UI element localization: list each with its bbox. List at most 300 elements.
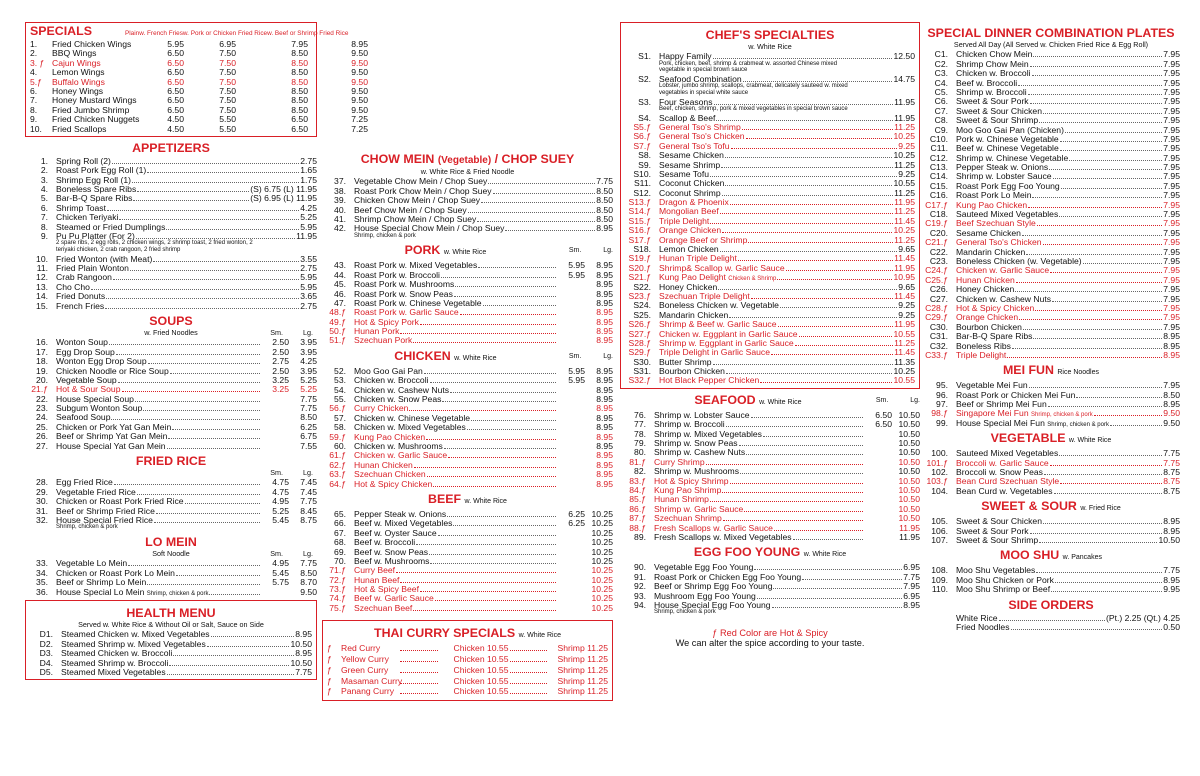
menu-item bbox=[322, 422, 613, 431]
item-price: 8.95 bbox=[903, 599, 920, 610]
item-detail: Shrimp, chicken & pork bbox=[146, 590, 209, 597]
leader-dots bbox=[763, 429, 863, 437]
item-price-large: 10.25 bbox=[591, 593, 613, 604]
item-price: 8.95 bbox=[1163, 331, 1180, 342]
menu-item bbox=[625, 338, 915, 347]
item-price-large: 10.25 bbox=[591, 546, 613, 557]
item-price-small: 5.25 bbox=[272, 505, 289, 516]
item-name-text: Chicken w. Eggplant in Garlic Sauce bbox=[659, 328, 798, 339]
leader-dots bbox=[416, 537, 556, 545]
menu-item bbox=[620, 410, 920, 419]
leader-dots bbox=[1007, 350, 1162, 358]
menu-item bbox=[922, 565, 1180, 574]
menu-item bbox=[25, 203, 317, 212]
menu-item bbox=[625, 141, 915, 150]
item-name-text: Hunan Pork bbox=[354, 326, 400, 337]
item-price: 8.95 bbox=[1163, 516, 1180, 527]
leader-dots bbox=[185, 496, 260, 504]
item-name-text: Broccoli w. Garlic Sauce bbox=[956, 457, 1049, 468]
item-price: 7.95 bbox=[1163, 274, 1180, 285]
thai-curry-item bbox=[327, 643, 608, 654]
item-name-text: Hunan Chicken bbox=[956, 274, 1015, 285]
item-name-text: Boneless Ribs bbox=[956, 340, 1011, 351]
item-price: 7.95 bbox=[1163, 302, 1180, 313]
leader-dots bbox=[746, 131, 893, 139]
item-name-text: Roast Pork Egg Roll (1) bbox=[56, 165, 147, 176]
menu-item bbox=[922, 341, 1180, 350]
item-name-text: Shrimp w. Mixed Vegetables bbox=[654, 428, 762, 439]
chicken-price: Chicken 10.55 bbox=[453, 654, 509, 665]
leader-dots bbox=[107, 203, 299, 211]
item-number: C13. bbox=[929, 162, 948, 173]
item-name-text: Chicken w. Garlic Sauce bbox=[354, 450, 448, 461]
leader-dots bbox=[400, 575, 556, 583]
item-name-text: Moo Shu Vegetables bbox=[956, 565, 1036, 576]
shrimp-price: Shrimp 11.25 bbox=[557, 675, 608, 686]
item-name-text: Beef w. Oyster Sauce bbox=[354, 527, 437, 538]
menu-item bbox=[625, 122, 915, 131]
leader-dots bbox=[1055, 575, 1162, 583]
leader-dots bbox=[430, 375, 556, 383]
item-price-large: 7.55 bbox=[300, 440, 317, 451]
menu-item bbox=[625, 97, 915, 106]
item-price-large: 11.95 bbox=[899, 531, 920, 542]
item-price-large: 8.95 bbox=[596, 440, 613, 451]
menu-item bbox=[922, 218, 1180, 227]
menu-item bbox=[322, 575, 613, 584]
item-number: 97. bbox=[936, 399, 948, 410]
item-price: 8.95 bbox=[1163, 340, 1180, 351]
item-name-text: Fresh Scallops w. Mixed Vegetables bbox=[654, 531, 792, 542]
item-number: 86.ƒ bbox=[629, 503, 646, 514]
menu-item bbox=[922, 96, 1180, 105]
item-price: 7.95 bbox=[1163, 143, 1180, 154]
menu-item bbox=[322, 547, 613, 556]
item-name-text: Beef or Shrimp Lo Mein bbox=[56, 577, 147, 588]
leader-dots bbox=[414, 460, 556, 468]
leader-dots bbox=[483, 298, 556, 306]
item-price-large: 8.75 bbox=[300, 515, 317, 526]
leader-dots bbox=[1015, 284, 1162, 292]
item-number: 72.ƒ bbox=[329, 574, 346, 585]
item-price-large: 10.25 bbox=[591, 584, 613, 595]
item-number: 37. bbox=[334, 176, 346, 187]
leader-dots bbox=[802, 572, 902, 580]
chicken-title-text: CHICKEN bbox=[394, 348, 451, 363]
item-number: C31. bbox=[929, 331, 948, 342]
item-name-text: White Rice bbox=[956, 612, 998, 623]
item-price-large: 8.95 bbox=[596, 450, 613, 461]
leader-dots bbox=[510, 676, 548, 684]
item-name: Lemon Wings bbox=[52, 67, 105, 78]
item-name-text: Chicken w. Cashew Nuts bbox=[956, 293, 1052, 304]
leader-dots bbox=[109, 337, 260, 345]
item-name: Cajun Wings bbox=[52, 57, 101, 68]
leader-dots bbox=[430, 556, 556, 564]
item-number: 17. bbox=[36, 346, 48, 357]
appetizers-title bbox=[25, 141, 317, 156]
item-price: 9.50 bbox=[351, 85, 368, 96]
shrimp-price: Shrimp 11.25 bbox=[557, 643, 608, 654]
soups-section bbox=[25, 314, 317, 450]
menu-item bbox=[922, 408, 1180, 417]
chow_mein-subtitle: w. White Rice & Fried Noodle bbox=[420, 167, 515, 176]
leader-dots bbox=[1023, 322, 1162, 330]
item-price: 7.95 bbox=[1163, 218, 1180, 229]
item-name-text: Honey Chicken bbox=[659, 281, 718, 292]
item-name-text: Four Seasons bbox=[659, 96, 713, 107]
item-number: 84.ƒ bbox=[629, 485, 646, 495]
leader-dots bbox=[1032, 68, 1163, 76]
fried-rice-section bbox=[25, 454, 317, 531]
item-number: S29.ƒ bbox=[628, 347, 651, 358]
item-price: 6.50 bbox=[167, 76, 184, 87]
item-name-text: Roast Pork w. Garlic Sauce bbox=[354, 307, 459, 318]
item-price: 7.50 bbox=[219, 76, 236, 87]
item-name-text: Curry Beef bbox=[354, 565, 396, 576]
item-price-large: 8.95 bbox=[596, 375, 613, 386]
leader-dots bbox=[453, 518, 556, 526]
item-price: 7.95 bbox=[903, 581, 920, 592]
item-price: 7.95 bbox=[1163, 246, 1180, 257]
item-number: 6. bbox=[40, 202, 48, 213]
menu-item bbox=[25, 254, 317, 263]
leader-dots bbox=[760, 375, 892, 383]
menu-item bbox=[322, 603, 613, 612]
menu-item bbox=[322, 270, 613, 279]
menu-item bbox=[25, 272, 317, 281]
menu-item bbox=[25, 403, 317, 412]
item-number: 64.ƒ bbox=[329, 478, 346, 489]
leader-dots bbox=[1035, 303, 1162, 311]
item-number: 105. bbox=[931, 516, 948, 527]
menu-item bbox=[322, 279, 613, 288]
item-name-text: Kung Pao Chicken bbox=[354, 431, 426, 442]
menu-item bbox=[922, 275, 1180, 284]
item-number: S26.ƒ bbox=[628, 319, 651, 330]
leader-dots bbox=[710, 169, 897, 177]
item-name-text: Roast Pork w. Mushrooms bbox=[354, 279, 455, 290]
menu-item bbox=[620, 466, 920, 475]
item-number: C4. bbox=[934, 77, 948, 88]
item-name-text: Shrimp w. Snow Peas bbox=[654, 438, 738, 449]
item-number: C3. bbox=[934, 68, 948, 79]
item-name-text: Pu Pu Platter (For 2) bbox=[56, 231, 135, 242]
menu-item bbox=[625, 263, 915, 272]
item-number: 1. bbox=[40, 155, 48, 166]
specials-title: SPECIALS bbox=[30, 24, 92, 38]
item-number: 74.ƒ bbox=[329, 593, 346, 604]
menu-item bbox=[620, 600, 920, 609]
item-price: 8.50 bbox=[1163, 389, 1180, 400]
item-name-text: Beef or Shrimp Yat Gan Mein bbox=[56, 431, 168, 442]
item-number: 5.ƒ bbox=[30, 76, 42, 87]
item-name-text: Hunan Chicken bbox=[354, 459, 413, 470]
specials-col-pork-rice: w. Pork or Chicken Fried Rice bbox=[182, 30, 268, 37]
item-price: 7.50 bbox=[219, 57, 236, 68]
item-number: 110. bbox=[931, 584, 948, 595]
item-price: 9.50 bbox=[351, 48, 368, 59]
item-number: S11. bbox=[633, 178, 651, 189]
leader-dots bbox=[168, 431, 260, 439]
item-number: C24.ƒ bbox=[925, 265, 948, 276]
menu-item bbox=[625, 366, 915, 375]
item-price: 7.95 bbox=[1163, 180, 1180, 191]
thai-title-text: THAI CURRY SPECIALS bbox=[374, 626, 516, 641]
chef-title-text: CHEF'S SPECIALTIES bbox=[705, 28, 835, 42]
item-price: 7.50 bbox=[219, 85, 236, 96]
item-price-large: 10.50 bbox=[898, 513, 920, 524]
item-price: 9.65 bbox=[898, 281, 915, 292]
item-number: 66. bbox=[334, 518, 346, 529]
item-price-large: 7.75 bbox=[300, 403, 317, 414]
leader-dots bbox=[427, 469, 556, 477]
menu-item bbox=[625, 188, 915, 197]
item-number: C16. bbox=[929, 190, 948, 201]
chicken-col-sm: Sm. bbox=[568, 352, 582, 360]
item-name: Fried Chicken Nuggets bbox=[52, 114, 140, 125]
item-price: 8.50 bbox=[291, 57, 308, 68]
item-price-large: 8.95 bbox=[596, 316, 613, 327]
menu-item bbox=[922, 115, 1180, 124]
item-price: 11.45 bbox=[894, 347, 915, 358]
item-number: 81.ƒ bbox=[629, 456, 646, 467]
chef-subtitle: w. White Rice bbox=[748, 42, 792, 51]
item-number: S16.ƒ bbox=[628, 225, 651, 236]
item-number: 51.ƒ bbox=[329, 335, 346, 346]
item-name-text: General Tso's Chicken bbox=[956, 237, 1042, 248]
item-price: 7.75 bbox=[596, 176, 613, 187]
menu-item bbox=[25, 487, 317, 496]
item-price-large: 7.75 bbox=[300, 558, 317, 569]
item-number: 85.ƒ bbox=[629, 494, 646, 505]
item-price: 8.95 bbox=[1163, 574, 1180, 585]
item-number: 12. bbox=[36, 272, 48, 283]
item-number: 43. bbox=[334, 260, 346, 271]
item-number: 91. bbox=[634, 571, 646, 582]
menu-item bbox=[322, 195, 613, 204]
item-number: 62.ƒ bbox=[329, 459, 346, 470]
item-name-text: General Tso's Chicken bbox=[659, 131, 745, 142]
item-number: 77. bbox=[634, 419, 646, 430]
specials-item bbox=[30, 95, 368, 106]
item-name-text: Moo Shu Shrimp or Beef bbox=[956, 584, 1051, 595]
item-name-text: Chicken Chow Mein bbox=[956, 49, 1033, 60]
item-price: 11.95 bbox=[894, 112, 915, 123]
item-price-large: 6.75 bbox=[300, 431, 317, 442]
item-price: 9.65 bbox=[898, 244, 915, 255]
item-price-large: 8.95 bbox=[596, 260, 613, 271]
menu-item bbox=[625, 244, 915, 253]
item-number: C19.ƒ bbox=[925, 218, 948, 229]
item-number: S21.ƒ bbox=[628, 272, 651, 283]
column-3 bbox=[620, 22, 920, 649]
item-name bbox=[56, 442, 166, 451]
specials-header bbox=[30, 24, 349, 39]
item-number: 21.ƒ bbox=[31, 384, 48, 395]
item-name: Green Curry bbox=[341, 664, 389, 675]
item-price: 7.75 bbox=[1163, 457, 1180, 468]
menu-item bbox=[922, 68, 1180, 77]
appetizers-section bbox=[25, 141, 317, 310]
health-title-text: HEALTH MENU bbox=[126, 605, 216, 620]
menu-item bbox=[322, 556, 613, 565]
specials-item bbox=[30, 39, 368, 49]
item-price: 9.25 bbox=[898, 300, 915, 311]
pork-col-lg: Lg. bbox=[603, 247, 613, 255]
beef-title-text: BEEF bbox=[428, 491, 462, 506]
menu-item bbox=[922, 294, 1180, 303]
item-number: 100. bbox=[931, 448, 948, 459]
item-name-text: Subgum Wonton Soup bbox=[56, 403, 143, 414]
item-price: (S) 6.75 (L) 11.95 bbox=[250, 184, 317, 195]
item-price: 11.25 bbox=[894, 234, 915, 245]
chef-title bbox=[625, 28, 915, 43]
item-price-large: 10.25 bbox=[591, 574, 613, 585]
leader-dots bbox=[1012, 341, 1162, 349]
item-price: 2.75 bbox=[300, 263, 317, 273]
item-name-text: Sesame Chicken bbox=[659, 150, 724, 161]
item-name-text: Beef w. Mushrooms bbox=[354, 555, 430, 566]
seafood-col-lg: Lg. bbox=[910, 396, 920, 404]
item-price-large: 8.95 bbox=[596, 307, 613, 318]
leader-dots bbox=[1044, 467, 1162, 475]
menu-item bbox=[25, 356, 317, 365]
item-price: 10.55 bbox=[893, 178, 915, 189]
menu-item bbox=[620, 532, 920, 541]
item-price: 7.95 bbox=[1163, 105, 1180, 116]
item-number: C10. bbox=[929, 133, 948, 144]
soups-col-lg: Lg. bbox=[303, 327, 313, 337]
item-price: 8.75 bbox=[1163, 476, 1180, 487]
menu-item bbox=[25, 301, 317, 310]
item-price-large: 10.50 bbox=[898, 475, 920, 486]
menu-item bbox=[25, 347, 317, 356]
health-title bbox=[30, 606, 312, 621]
item-price: 11.95 bbox=[894, 197, 915, 208]
leader-dots bbox=[167, 441, 260, 449]
item-price: 9.50 bbox=[351, 57, 368, 68]
item-number: S30. bbox=[633, 356, 651, 367]
leader-dots bbox=[426, 432, 556, 440]
item-name-text: Orange Chicken bbox=[659, 225, 722, 236]
item-price: 6.50 bbox=[167, 48, 184, 59]
menu-item bbox=[25, 431, 317, 440]
item-price: 11.25 bbox=[894, 121, 915, 132]
lo-mein-section bbox=[25, 535, 317, 596]
seafood-col-headers bbox=[876, 393, 920, 408]
menu-item bbox=[322, 441, 613, 450]
item-number: 87.ƒ bbox=[629, 513, 646, 524]
item-name-text: Beef w. Broccoli bbox=[354, 537, 416, 548]
item-number: 39. bbox=[334, 195, 346, 206]
item-name-text: Roast Pork w. Mixed Vegetables bbox=[354, 260, 478, 271]
item-price: 10.25 bbox=[893, 366, 915, 377]
item-number: 98.ƒ bbox=[931, 408, 948, 419]
menu-item bbox=[25, 231, 317, 240]
item-price: 7.95 bbox=[1163, 380, 1180, 391]
leader-dots bbox=[400, 686, 438, 694]
leader-dots bbox=[1022, 228, 1162, 236]
item-price-small: 5.95 bbox=[568, 269, 585, 280]
item-name-text: Szechuan Pork bbox=[354, 335, 413, 346]
item-price-small: 2.50 bbox=[272, 365, 289, 376]
menu-item bbox=[322, 205, 613, 214]
menu-item bbox=[625, 357, 915, 366]
item-number: 48.ƒ bbox=[329, 307, 346, 318]
item-price: 6.50 bbox=[167, 85, 184, 96]
item-price-large: 5.25 bbox=[300, 384, 317, 395]
menu-item bbox=[620, 429, 920, 438]
menu-item bbox=[322, 375, 613, 384]
item-number: 44. bbox=[334, 269, 346, 280]
menu-item bbox=[25, 515, 317, 524]
item-price: 7.95 bbox=[1163, 171, 1180, 182]
menu-item bbox=[625, 319, 915, 328]
leader-dots bbox=[442, 394, 556, 402]
menu-item bbox=[625, 300, 915, 309]
item-number: S31. bbox=[633, 366, 651, 377]
menu-item bbox=[922, 87, 1180, 96]
item-name-text: Chicken w. Broccoli bbox=[956, 68, 1031, 79]
item-price-small: 5.45 bbox=[272, 515, 289, 526]
item-description: Lobster, jumbo shrimp, scallops, crabmeat, delicately sauteed w. mixed vegetables in special white sauce bbox=[659, 83, 848, 96]
leader-dots bbox=[135, 394, 260, 402]
leader-dots bbox=[116, 347, 260, 355]
leader-dots bbox=[772, 600, 903, 608]
item-number: S13.ƒ bbox=[628, 197, 651, 208]
menu-item bbox=[322, 289, 613, 298]
leader-dots bbox=[731, 141, 898, 149]
item-number: 61.ƒ bbox=[329, 450, 346, 461]
item-number: 70. bbox=[334, 555, 346, 566]
item-name-text: Moo Goo Gai Pan (Chicken) bbox=[956, 124, 1064, 135]
fried_rice-col-lg: Lg. bbox=[303, 468, 313, 478]
item-name bbox=[956, 585, 1050, 594]
leader-dots bbox=[739, 438, 863, 446]
sweet_sour-title-text: SWEET & SOUR bbox=[981, 499, 1077, 514]
item-price: 8.75 bbox=[1163, 485, 1180, 496]
item-name-text: Kung Pao Chicken bbox=[956, 199, 1028, 210]
item-number: 22. bbox=[36, 393, 48, 404]
item-price: 8.50 bbox=[291, 95, 308, 106]
item-number: 7. bbox=[30, 95, 38, 106]
fried_rice-col-headers bbox=[25, 469, 317, 477]
leader-dots bbox=[448, 450, 556, 458]
item-price: 7.95 bbox=[1163, 152, 1180, 163]
item-price-large: 8.50 bbox=[300, 567, 317, 578]
item-price: 7.95 bbox=[1163, 237, 1180, 248]
item-number: 71.ƒ bbox=[329, 565, 346, 576]
leader-dots bbox=[1030, 96, 1163, 104]
leader-dots bbox=[1016, 275, 1163, 283]
item-price-small: 6.25 bbox=[568, 518, 585, 529]
item-number: C11. bbox=[930, 143, 948, 154]
item-price: 8.50 bbox=[291, 76, 308, 87]
leader-dots bbox=[1060, 134, 1163, 142]
item-number: C12. bbox=[929, 152, 948, 163]
dinner-title bbox=[922, 26, 1180, 41]
leader-dots bbox=[1054, 486, 1163, 494]
menu-item bbox=[322, 460, 613, 469]
item-number: 10. bbox=[30, 123, 42, 134]
lo_mein-subtitle: Soft Noodle Sm. Lg. bbox=[152, 549, 313, 558]
menu-item bbox=[922, 380, 1180, 389]
item-price: 9.50 bbox=[351, 76, 368, 87]
leader-dots bbox=[91, 282, 299, 290]
leader-dots bbox=[1053, 171, 1163, 179]
item-name-text: House Special Chow Mein / Chop Suey bbox=[354, 223, 505, 234]
